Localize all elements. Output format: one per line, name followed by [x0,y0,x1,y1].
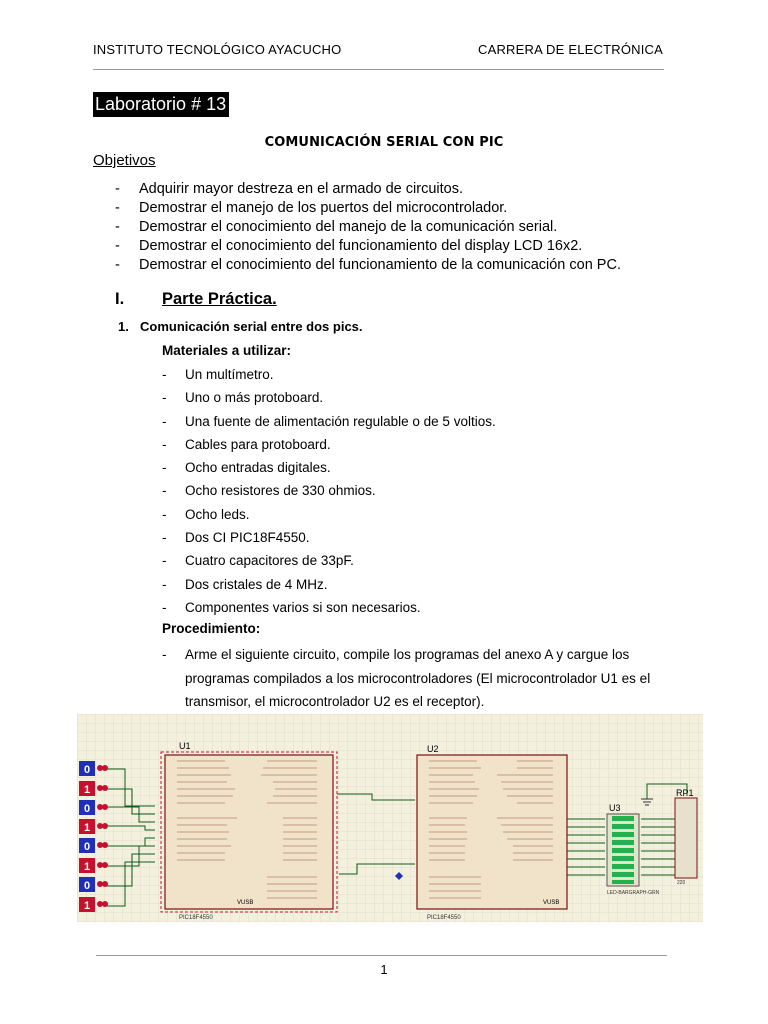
material-item: - Componentes varios si son necesarios. [162,600,496,623]
objective-item: - Adquirir mayor destreza en el armado de circuitos. [115,180,621,199]
input-state-label: 1 [83,822,91,834]
material-item: - Ocho leds. [162,507,496,530]
page-number: 1 [380,962,388,977]
material-item: - Una fuente de alimentación regulable o de 5 voltios. [162,414,496,437]
u1-part-number: PIC18F4550 [179,915,213,921]
material-item: - Dos cristales de 4 MHz. [162,577,496,600]
u2-part-number: PIC18F4550 [427,915,461,921]
u1-vusb: VUSB [237,900,254,906]
material-item: - Cables para protoboard. [162,437,496,460]
objective-item: - Demostrar el manejo de los puertos del microcontrolador. [115,199,621,218]
objective-item: - Demostrar el conocimiento del funcionamiento del display LCD 16x2. [115,237,621,256]
objectives-heading: Objetivos [93,152,156,169]
material-item: - Ocho entradas digitales. [162,460,496,483]
subsection-title: Comunicación serial entre dos pics. [140,319,363,334]
material-item: - Cuatro capacitores de 33pF. [162,553,496,576]
input-state-label: 0 [83,880,91,892]
u2-label: U2 [427,744,439,754]
rp1-value: 220 [677,880,686,886]
header-institute: INSTITUTO TECNOLÓGICO AYACUCHO [93,42,342,57]
u3-part-number: LED-BARGRAPH-GRN [607,890,660,896]
u2-microcontroller [417,744,567,921]
input-state-label: 1 [83,861,91,873]
objective-item: - Demostrar el conocimiento del manejo de la comunicación serial. [115,218,621,237]
procedure-text: Arme el siguiente circuito, compile los programas del anexo A y cargue los programas compilados a los microcontroladores (El microcontrolador U1 es el transmisor, el microcontrolador U2 es el receptor). [185,647,651,709]
input-state-label: 1 [83,784,91,796]
objectives-list [115,180,621,275]
u1-microcontroller [161,741,337,921]
objective-item: - Demostrar el conocimiento del funcionamiento de la comunicación con PC. [115,256,621,275]
procedure-dash: - [162,647,167,662]
input-state-label: 0 [83,841,91,853]
footer-divider [96,955,667,956]
subsection-number: 1. [118,319,129,334]
input-state-label: 0 [83,803,91,815]
materials-heading: Materiales a utilizar: [162,343,292,358]
input-state-label: 1 [83,900,91,912]
material-item: - Uno o más protoboard. [162,390,496,413]
section-title: Parte Práctica. [162,290,277,308]
rp1-label: RP1 [676,788,694,798]
section-number: I. [115,290,125,308]
procedure-heading: Procedimiento: [162,621,261,636]
material-item: - Dos CI PIC18F4550. [162,530,496,553]
header-divider [93,69,664,70]
u2-vusb: VUSB [543,900,560,906]
material-item: - Un multímetro. [162,367,496,390]
material-item: - Ocho resistores de 330 ohmios. [162,483,496,506]
u1-label: U1 [179,741,191,751]
u3-label: U3 [609,803,621,813]
circuit-schematic [77,714,703,922]
materials-list [162,367,496,623]
header-career: CARRERA DE ELECTRÓNICA [478,42,663,57]
document-title: COMUNICACIÓN SERIAL CON PIC [264,135,504,150]
lab-title: Laboratorio # 13 [93,92,229,117]
subsection-heading [118,319,363,334]
input-state-label: 0 [83,764,91,776]
rp1-resistor-pack [675,788,697,886]
